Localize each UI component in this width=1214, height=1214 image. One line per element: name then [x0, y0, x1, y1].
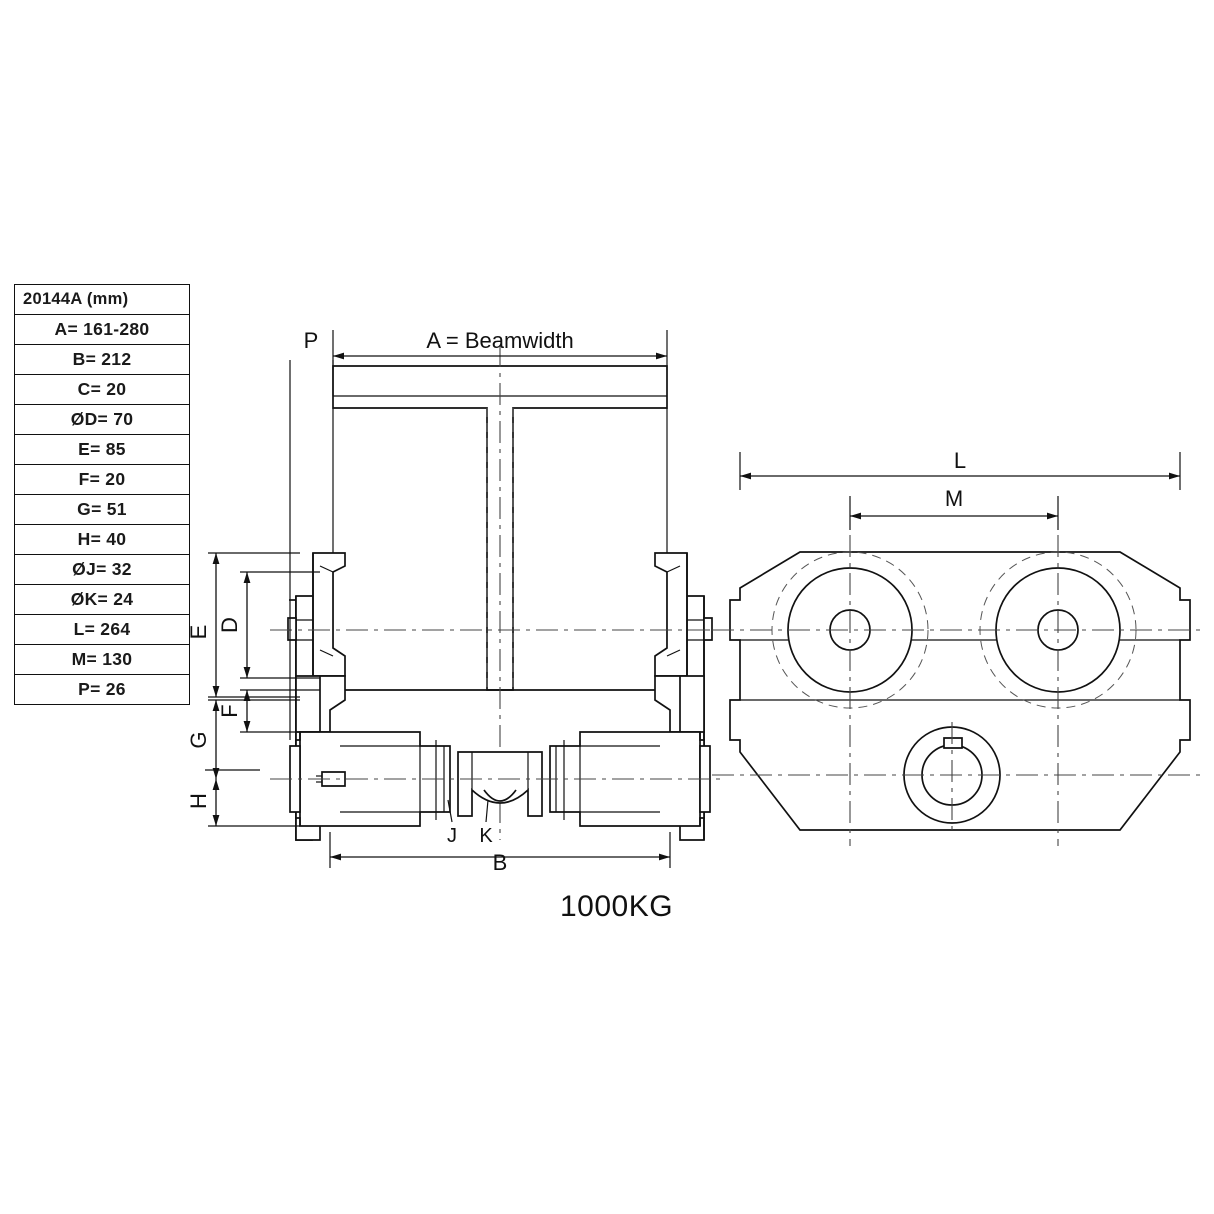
spec-row: E= 85 [15, 435, 189, 465]
spec-row: P= 26 [78, 679, 126, 699]
spec-row: L= 264 [15, 615, 189, 645]
dimension-g-label: G [186, 731, 211, 749]
dimension-b [330, 832, 670, 875]
spec-row: C= 20 [15, 375, 189, 405]
dimension-b-label: B [492, 850, 508, 875]
dimension-j-label: J [447, 825, 457, 847]
dimension-k [479, 800, 493, 847]
spec-table-title: 20144A (mm) [15, 285, 189, 315]
dimension-d-label: D [217, 617, 242, 633]
dimension-l [740, 448, 1180, 490]
dimension-e-label: E [186, 624, 211, 640]
dimension-e [186, 553, 300, 697]
dimension-m [850, 486, 1058, 530]
dimension-m-label: M [944, 486, 964, 511]
dimension-f-label: F [217, 704, 242, 718]
spec-row: G= 51 [15, 495, 189, 525]
dimension-h [186, 770, 300, 826]
spec-row: F= 20 [15, 465, 189, 495]
dimension-g [186, 700, 300, 779]
spec-row: H= 40 [15, 525, 189, 555]
capacity-label: 1000KG [560, 890, 674, 923]
top-view-group [712, 448, 1205, 846]
right-trolley-body [550, 553, 712, 840]
dimension-k-label: K [479, 825, 493, 847]
dimension-h-label: H [186, 793, 211, 809]
dimension-a-label: A = Beamwidth [426, 328, 574, 353]
spec-row: M= 130 [15, 645, 189, 675]
spec-row: ØJ= 32 [15, 555, 189, 585]
dimension-p-label: P [303, 328, 319, 353]
spec-row: A= 161-280 [15, 315, 189, 345]
spec-row: ØK= 24 [15, 585, 189, 615]
front-view-group [186, 328, 720, 875]
left-trolley-body [288, 553, 450, 840]
spec-row: B= 212 [15, 345, 189, 375]
spec-row: ØD= 70 [15, 405, 189, 435]
dimension-l-label: L [953, 448, 967, 473]
